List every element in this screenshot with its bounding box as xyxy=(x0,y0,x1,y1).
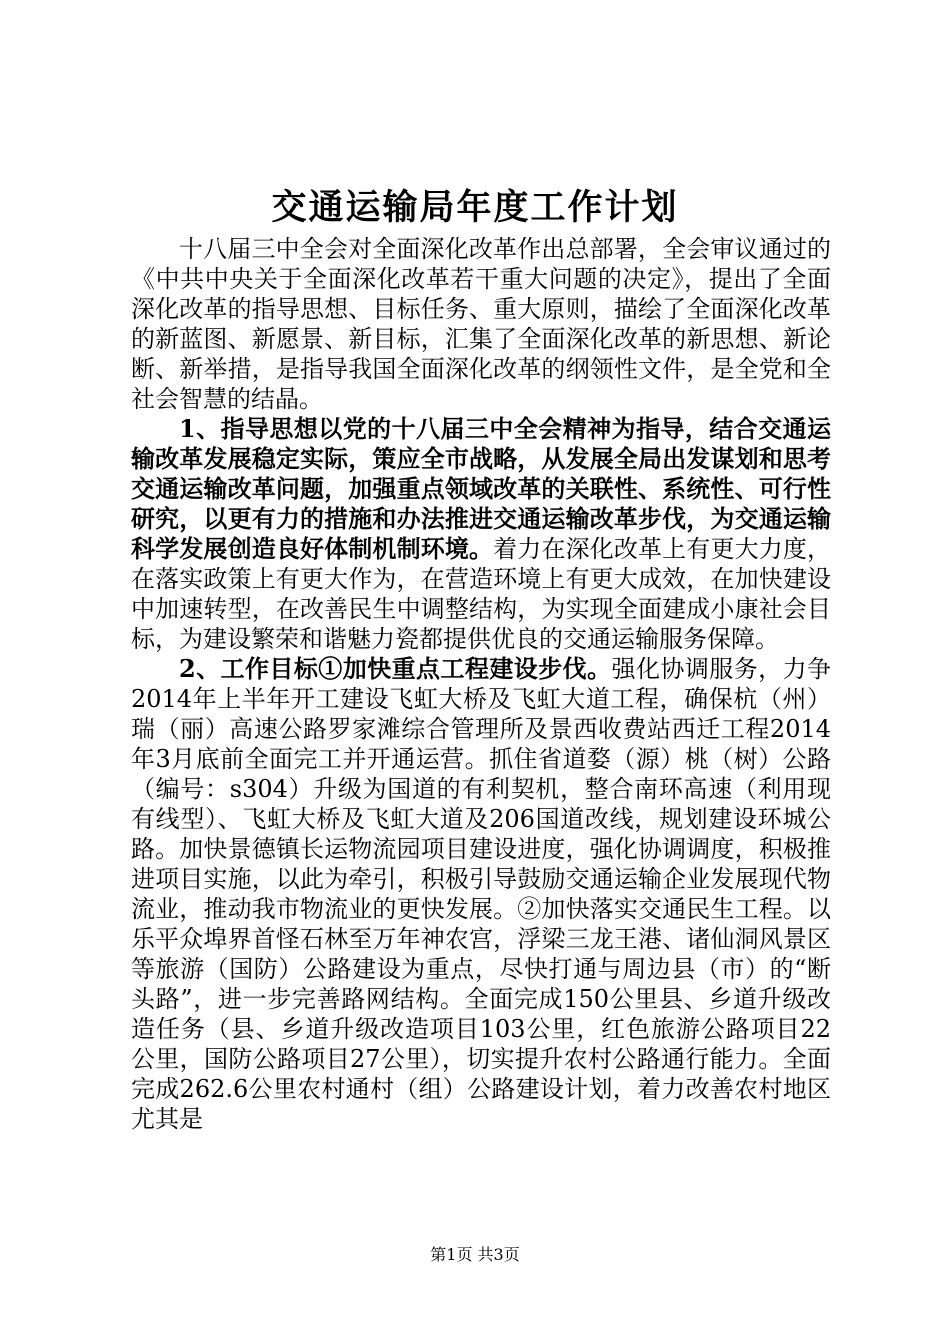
page-number-footer: 第1页 共3页 xyxy=(430,1245,520,1264)
document-title: 交通运输局年度工作计划 xyxy=(271,187,679,228)
paragraph-work-goals-lead: 2、工作目标①加快重点工程建设步伐。 xyxy=(179,654,612,683)
paragraph-guiding-ideology-lead: 1、指导思想以党的十八届三中全会精神为指导，结合交通运输改革发展稳定实际，策应全市战略，从发展全局出发谋划和思考交通运输改革问题，加强重点领域改革的关联性、系统性、可行性研究，以更有力的措施和办法推进交通运输改革步伐，为交通运输科学发展创造良好体制机制环境。 xyxy=(131,414,831,563)
paragraph-guiding-ideology xyxy=(131,414,831,654)
paragraph-guiding-ideology-text: 着力在深化改革上有更大力度，在落实政策上有更大作为，在营造环境上有更大成效，在加快建设中加速转型，在改善民生中调整结构，为实现全面建成小康社会目标，为建设繁荣和谐魅力瓷都提供优良的交通运输服务保障。 xyxy=(131,535,832,653)
paragraph-intro-text: 十八届三中全会对全面深化改革作出总部署，全会审议通过的《中共中央关于全面深化改革若干重大问题的决定》，提出了全面深化改革的指导思想、目标任务、重大原则，描绘了全面深化改革的新蓝图、新愿景、新目标，汇集了全面深化改革的新思想、新论断、新举措，是指导我国全面深化改革的纲领性文件，是全党和全社会智慧的结晶。 xyxy=(131,235,831,413)
paragraph-intro xyxy=(131,234,831,414)
document-body xyxy=(131,234,831,1134)
paragraph-work-goals xyxy=(131,654,831,1134)
paragraph-work-goals-text: 强化协调服务，力争2014年上半年开工建设飞虹大桥及飞虹大道工程，确保杭（州）瑞（丽）高速公路罗家滩综合管理所及景西收费站西迁工程2014年3月底前全面完工并开通运营。抓住省道婺（源）桃（树）公路（编号：s304）升级为国道的有利契机，整合南环高速（利用现有线型）、飞虹大桥及飞虹大道及206国道改线，规划建设环城公路。加快景德镇长运物流园项目建设进度，强化协调调度，积极推进项目实施，以此为牵引，积极引导鼓励交通运输企业发展现代物流业，推动我市物流业的更快发展。②加快落实交通民生工程。以乐平众埠界首怪石林至万年神农宫，浮梁三龙王港、诸仙洞风景区等旅游（国防）公路建设为重点，尽快打通与周边县（市）的“断头路”，进一步完善路网结构。全面完成150公里县、乡道升级改造任务（县、乡道升级改造项目103公里，红色旅游公路项目22公里，国防公路项目27公里），切实提升农村公路通行能力。全面完成262.6公里农村通村（组）公路建设计划，着力改善农村地区尤其是 xyxy=(131,655,832,1133)
